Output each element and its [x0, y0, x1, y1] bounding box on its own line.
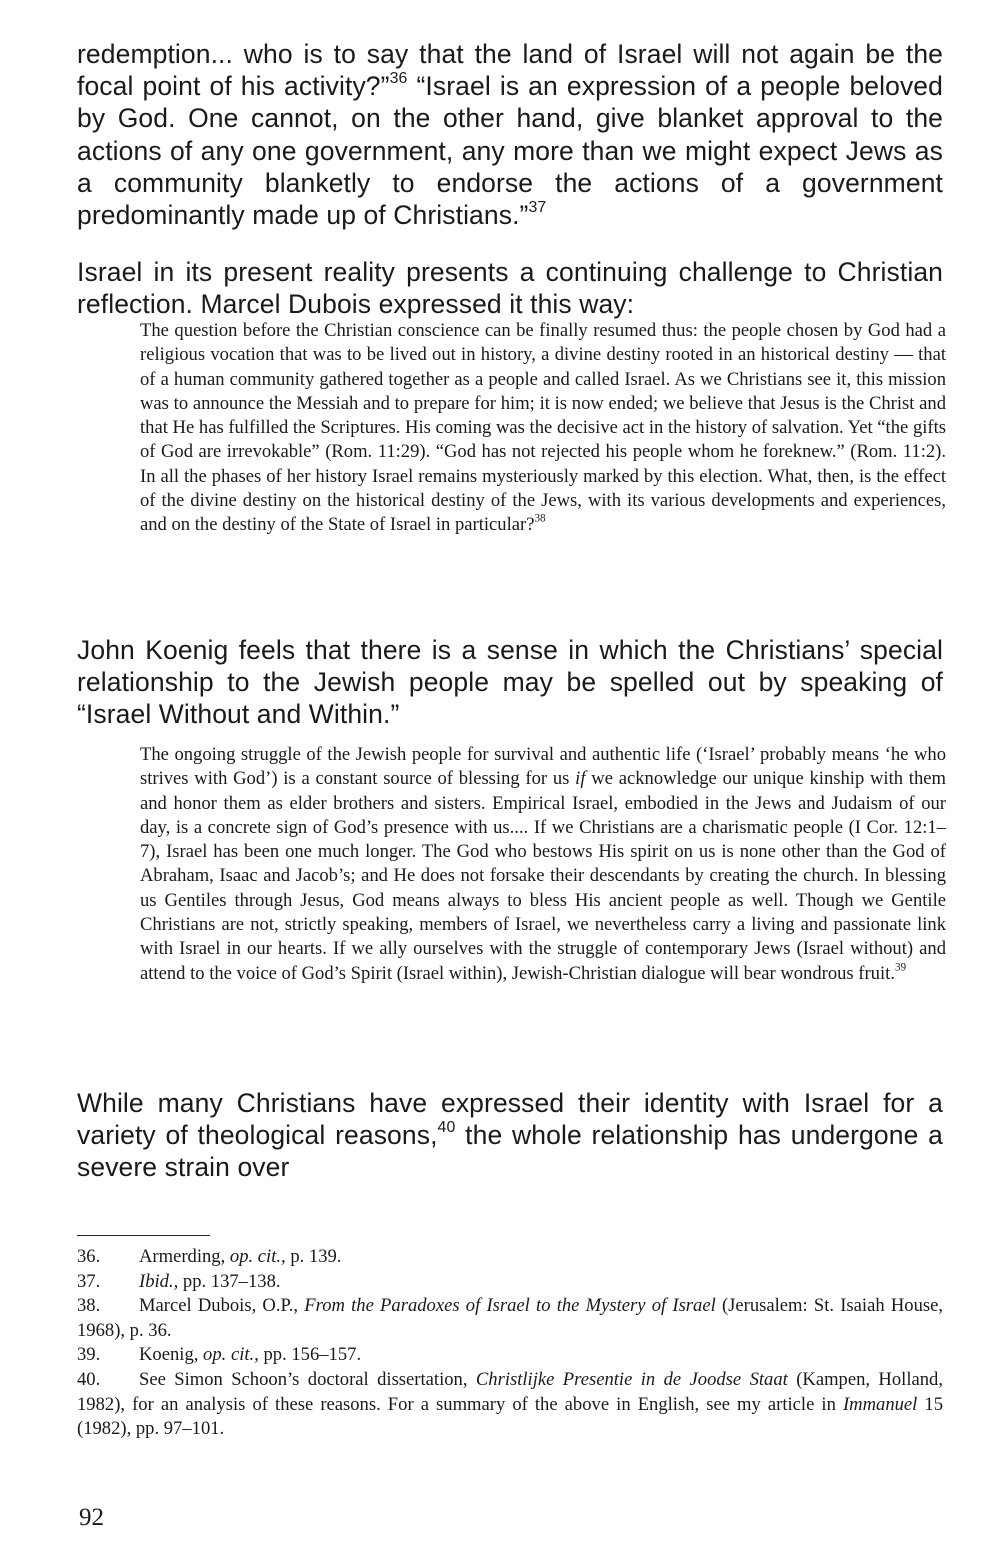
quote-text: we acknowledge our unique kinship with them and honor them as elder brothers and sisters. Empirical Israel, embodied in the Jews and Judaism of our day, is a concrete sign of God’s presence with us.... If we Christians are a charismatic people (I Cor. 12:1–7), Israel has been one much longer. The God who bestows His spirit on us is none other than the God of Abraham, Isaac and Jacob’s; and He does not forsake their descendants by creating the church. In blessing us Gentiles through Jesus, God means always to bless His ancient people as well. Though we Gentile Christians are not, strictly speaking, members of Israel, we nevertheless carry a living and passionate link with Israel in our hearts. If we ally ourselves with the struggle of contemporary Jews (Israel without) and attend to the voice of God’s Spirit (Israel within), Jewish-Christian dialogue will bear wondrous fruit.	[140, 768, 946, 984]
page-number: 92	[79, 1504, 104, 1531]
body-paragraph-3	[77, 634, 943, 731]
footnote-ref-39: 39	[894, 961, 907, 974]
footnote-text: (Kampen, Holland, 1982), for an analysis of these reasons. For a summary of the above in English, see my article in	[77, 1368, 943, 1415]
footnote-italic: op. cit.,	[229, 1246, 286, 1267]
paragraph-text: John Koenig feels that there is a sense in which the Christians’ special relationship to the Jewish people may be spelled out by speaking of “Israel Without and Within.”	[77, 635, 943, 730]
paragraph-text: Israel in its present reality presents a continuing challenge to Christian reflection. Marcel Dubois expressed it this way:	[77, 257, 943, 320]
footnote-text: 15 (1982), pp. 97–101.	[77, 1393, 943, 1440]
footnote-separator	[77, 1235, 210, 1236]
footnote-ref-36: 36	[389, 70, 408, 88]
footnote-ref-37: 37	[528, 199, 547, 217]
paragraph-text: “Israel is an expression of a people beloved by God. One cannot, on the other hand, give blanket approval to the actions of any one government, any more than we might expect Jews as a community blanketly to endorse the actions of a government predominantly made up of Christians.”	[77, 71, 943, 231]
quote-emphasis: if	[575, 768, 586, 790]
footnote-italic: From the Paradoxes of Israel to the Mystery of Israel	[304, 1295, 716, 1317]
footnote-text: Koenig,	[139, 1344, 204, 1366]
footnote-number: 37.	[77, 1270, 101, 1292]
footnote-ref-40: 40	[437, 1119, 456, 1137]
body-paragraph-1	[77, 38, 943, 231]
footnote-39	[77, 1343, 943, 1368]
quote-text: The ongoing struggle of the Jewish people for survival and authentic life (‘Israel’ probably means ‘he who strives with God’) is a constant source of blessing for us	[140, 744, 946, 790]
footnote-text: See Simon Schoon’s doctoral dissertation,	[139, 1368, 476, 1390]
footnote-italic: Immanuel	[842, 1393, 918, 1415]
footnote-number: 39.	[77, 1344, 101, 1366]
footnote-text: Marcel Dubois, O.P.,	[139, 1295, 305, 1317]
footnote-38	[77, 1294, 943, 1343]
body-paragraph-4	[77, 1087, 943, 1184]
footnote-text: Armerding,	[139, 1246, 230, 1267]
paragraph-text: the whole relationship has undergone a severe strain over	[77, 1120, 943, 1183]
footnote-text: pp. 137–138.	[178, 1270, 281, 1292]
paragraph-text: While many Christians have expressed their identity with Israel for a variety of theological reasons,	[77, 1088, 943, 1151]
footnote-text: p. 139.	[285, 1246, 342, 1267]
footnote-37	[77, 1270, 943, 1295]
footnote-italic: Ibid.,	[139, 1270, 179, 1292]
footnote-number: 40.	[77, 1368, 101, 1390]
footnote-text: pp. 156–157.	[258, 1344, 362, 1366]
footnote-40	[77, 1368, 943, 1442]
footnote-italic: op. cit.,	[203, 1344, 259, 1366]
footnote-text: (Jerusalem: St. Isaiah House, 1968), p. 36.	[77, 1295, 944, 1341]
footnote-36	[77, 1245, 943, 1270]
block-quote-dubois	[140, 319, 946, 538]
quote-text: The question before the Christian conscience can be finally resumed thus: the people chosen by God had a religious vocation that was to be lived out in history, a divine destiny rooted in an historical destiny — that of a human community gathered together as a people and called Israel. As we Christians see it, this mission was to announce the Messiah and to prepare for him; it is now ended; we believe that Jesus is the Christ and that He has fulfilled the Scriptures. His coming was the decisive act in the history of salvation. Yet “the gifts of God are irrevokable” (Rom. 11:29). “God has not rejected his people whom he foreknew.” (Rom. 11:2). In all the phases of her history Israel remains mysteriously marked by this election. What, then, is the effect of the divine destiny on the historical destiny of the Jews, with its various developments and experiences, and on the destiny of the State of Israel in particular?	[140, 320, 946, 536]
footnote-number: 38.	[77, 1295, 101, 1317]
block-quote-koenig	[140, 743, 946, 986]
footnotes	[77, 1245, 943, 1442]
paragraph-text: redemption... who is to say that the land of Israel will not again be the focal point of his activity?”	[77, 39, 943, 102]
footnote-italic: Christlijke Presentie in de Joodse Staat	[475, 1368, 788, 1390]
body-paragraph-2	[77, 256, 943, 320]
footnote-ref-38: 38	[534, 513, 546, 526]
footnote-number: 36.	[77, 1246, 101, 1267]
